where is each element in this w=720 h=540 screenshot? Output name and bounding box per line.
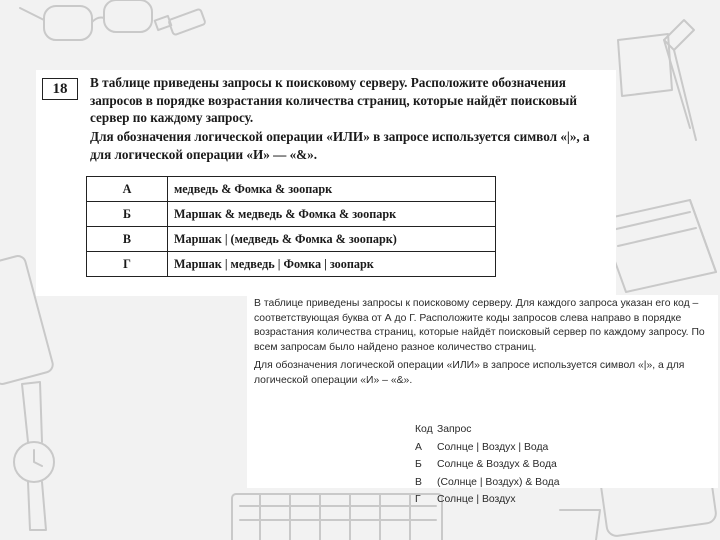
sticky-note-icon [618,34,672,96]
coffee-cup-icon [560,510,600,540]
table-row [87,177,496,202]
table-row [415,439,559,457]
query-code: А [415,441,422,453]
query-code: А [87,177,168,202]
query-text: медведь & Фомка & зоопарк [168,177,496,202]
wristwatch-icon [14,382,54,530]
task-intro: В таблице приведены запросы к поисковому серверу. Расположите обозначения запросов в порядке возрастания количества страниц, которые найдёт поисковый сервер по каждому запросу. [90,75,577,125]
query-code: В [87,227,168,252]
query-text: (Солнце | Воздух) & Вода [437,476,560,488]
query-code: Г [87,252,168,277]
table-row [415,491,559,509]
query-text: Маршак | (медведь & Фомка & зоопарк) [168,227,496,252]
task-card-scan [36,70,616,296]
second-task-intro: В таблице приведены запросы к поисковому серверу. Для каждого запроса указан его код – соответствующая буква от А до Г. Расположите коды запросов слева направо в порядке возрастания количества страниц, которые найдёт поисковый сервер по каждому запросу. По всем запросам было найдено разное количество страниц. [254,298,705,353]
task-card-screenshot [247,295,718,506]
table-row [87,202,496,227]
table-header-row [415,421,559,439]
query-table [86,176,496,277]
usb-stick-icon [155,9,206,36]
column-header-code: Код [415,424,433,436]
task-number-box: 18 [42,78,78,100]
query-text: Солнце & Воздух & Вода [437,459,557,471]
query-text: Солнце | Воздух | Вода [437,441,549,453]
table-row [415,456,559,474]
table-row [415,474,559,492]
query-text: Маршак & медведь & Фомка & зоопарк [168,202,496,227]
query-code: В [415,476,422,488]
query-code: Б [87,202,168,227]
notebook-icon [600,200,716,292]
operators-note: Для обозначения логической операции «ИЛИ» в запросе используется символ «|», а для логической операции «И» — «&». [90,129,590,162]
query-code: Г [415,494,421,506]
table-row [87,252,496,277]
table-row [87,227,496,252]
column-header-query: Запрос [437,424,472,436]
second-query-table [415,421,559,509]
glasses-icon [20,0,152,40]
second-operators-note: Для обозначения логической операции «ИЛИ» в запросе используется символ «|», а для логической операции «И» – «&». [254,360,685,386]
query-text: Маршак | медведь | Фомка | зоопарк [168,252,496,277]
query-text: Солнце | Воздух [437,494,516,506]
keyboard-icon [232,494,442,540]
query-code: Б [415,459,422,471]
